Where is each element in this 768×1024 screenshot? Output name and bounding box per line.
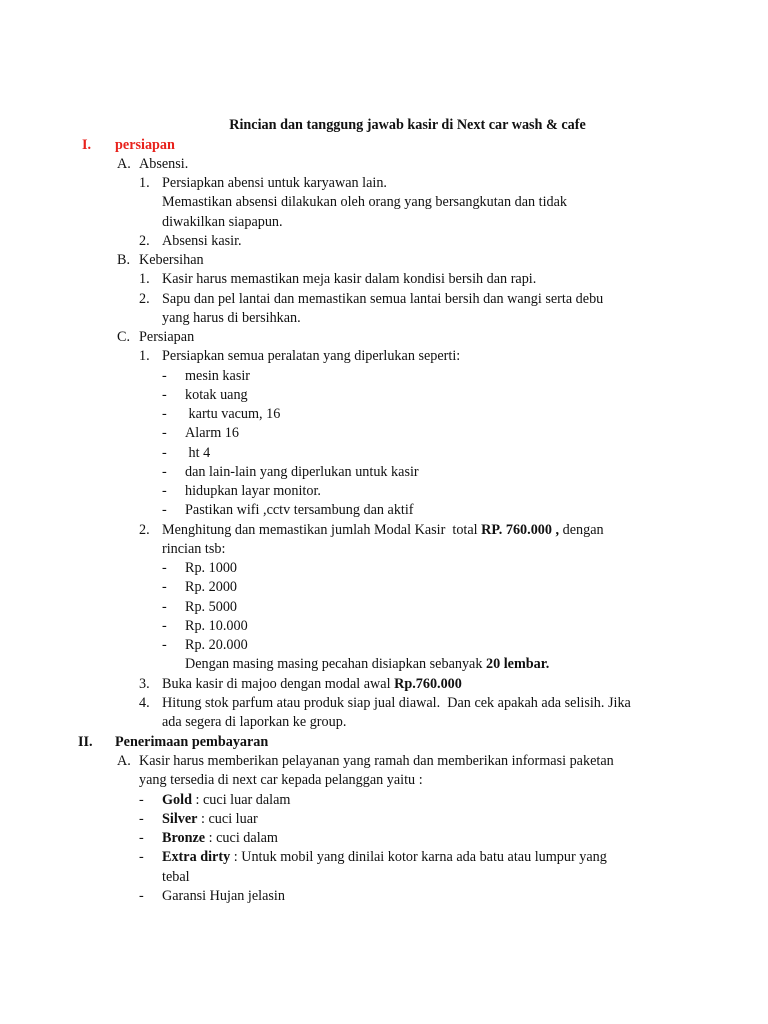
bullet-dash: - (139, 792, 144, 808)
list-item-text: Memastikan absensi dilakukan oleh orang yang bersangkutan dan tidak (162, 194, 568, 210)
section-1-heading: persiapan (115, 137, 175, 153)
list-item-text: rincian tsb: (162, 541, 226, 557)
list-number: 2. (139, 291, 150, 307)
bullet-dash: - (162, 464, 167, 480)
bullet-dash: - (162, 618, 167, 634)
list-number: 1. (139, 348, 150, 364)
bullet-item: dan lain-lain yang diperlukan untuk kasir (185, 464, 419, 480)
denomination-note: Dengan masing masing pecahan disiapkan sebanyak 20 lembar. (185, 656, 550, 672)
package-extra-dirty: Extra dirty : Untuk mobil yang dinilai kotor karna ada batu atau lumpur yang (162, 849, 607, 865)
denomination-item: Rp. 2000 (185, 579, 238, 595)
bullet-item: kartu vacum, 16 (185, 406, 281, 422)
bullet-dash: - (162, 387, 167, 403)
document-title: Rincian dan tanggung jawab kasir di Next car wash & cafe (229, 117, 586, 133)
list-number: 1. (139, 271, 150, 287)
section-2-heading: Penerimaan pembayaran (115, 734, 269, 750)
list-item-text: Kasir harus memastikan meja kasir dalam kondisi bersih dan rapi. (162, 271, 537, 287)
package-rain-guarantee: Garansi Hujan jelasin (162, 888, 285, 904)
modal-total: RP. 760.000 , (481, 522, 560, 538)
bullet-item: Pastikan wifi ,cctv tersambung dan aktif (185, 502, 414, 518)
list-item-text: Hitung stok parfum atau produk siap jual diawal. Dan cek apakah ada selisih. Jika (162, 695, 631, 711)
list-item-text: Absensi kasir. (162, 233, 242, 249)
bullet-dash: - (162, 445, 167, 461)
list-item-text: Buka kasir di majoo dengan modal awal Rp.760.000 (162, 676, 462, 692)
section-1-number: I. (82, 137, 92, 153)
list-number: 2. (139, 233, 150, 249)
bullet-item: kotak uang (185, 387, 248, 403)
sub-a-label: Absensi. (139, 156, 189, 172)
bullet-item: ht 4 (185, 445, 211, 461)
package-extra-dirty-cont: tebal (162, 869, 190, 885)
bullet-dash: - (162, 483, 167, 499)
package-bronze: Bronze : cuci dalam (162, 830, 278, 846)
bullet-dash: - (162, 637, 167, 653)
bullet-dash: - (139, 811, 144, 827)
sub-c-label: Persiapan (139, 329, 195, 345)
list-item-text: ada segera di laporkan ke group. (162, 714, 347, 730)
sub-a-mark: A. (117, 156, 131, 172)
list-number: 4. (139, 695, 150, 711)
denomination-item: Rp. 20.000 (185, 637, 248, 653)
list-item-text: Persiapkan abensi untuk karyawan lain. (162, 175, 387, 191)
bullet-dash: - (162, 560, 167, 576)
bullet-dash: - (162, 406, 167, 422)
list-item-text: diwakilkan siapapun. (162, 214, 283, 230)
denomination-item: Rp. 10.000 (185, 618, 248, 634)
sub-b-label: Kebersihan (139, 252, 204, 268)
list-number: 3. (139, 676, 150, 692)
bullet-dash: - (162, 368, 167, 384)
bullet-dash: - (139, 849, 144, 865)
denomination-item: Rp. 1000 (185, 560, 238, 576)
list-item-text: Kasir harus memberikan pelayanan yang ramah dan memberikan informasi paketan (139, 753, 614, 769)
list-item-text: Persiapkan semua peralatan yang diperlukan seperti: (162, 348, 461, 364)
bullet-dash: - (139, 888, 144, 904)
sub-b-mark: B. (117, 252, 131, 268)
package-gold: Gold : cuci luar dalam (162, 792, 291, 808)
denomination-item: Rp. 5000 (185, 599, 238, 615)
list-number: 1. (139, 175, 150, 191)
list-item-text: yang tersedia di next car kepada pelanggan yaitu : (139, 772, 423, 788)
list-item-text: Sapu dan pel lantai dan memastikan semua lantai bersih dan wangi serta debu (162, 291, 604, 307)
bullet-dash: - (162, 599, 167, 615)
sub-c-mark: C. (117, 329, 131, 345)
bullet-item: mesin kasir (185, 368, 251, 384)
bullet-item: Alarm 16 (185, 425, 239, 441)
section-2-number: II. (78, 734, 93, 750)
list-number: 2. (139, 522, 150, 538)
bullet-dash: - (162, 579, 167, 595)
bullet-dash: - (139, 830, 144, 846)
package-silver: Silver : cuci luar (162, 811, 258, 827)
list-item-text: Menghitung dan memastikan jumlah Modal Kasir total RP. 760.000 , dengan (162, 522, 604, 538)
bullet-dash: - (162, 502, 167, 518)
bullet-item: hidupkan layar monitor. (185, 483, 321, 499)
list-item-text: yang harus di bersihkan. (162, 310, 301, 326)
bullet-dash: - (162, 425, 167, 441)
sub-a-mark: A. (117, 753, 131, 769)
